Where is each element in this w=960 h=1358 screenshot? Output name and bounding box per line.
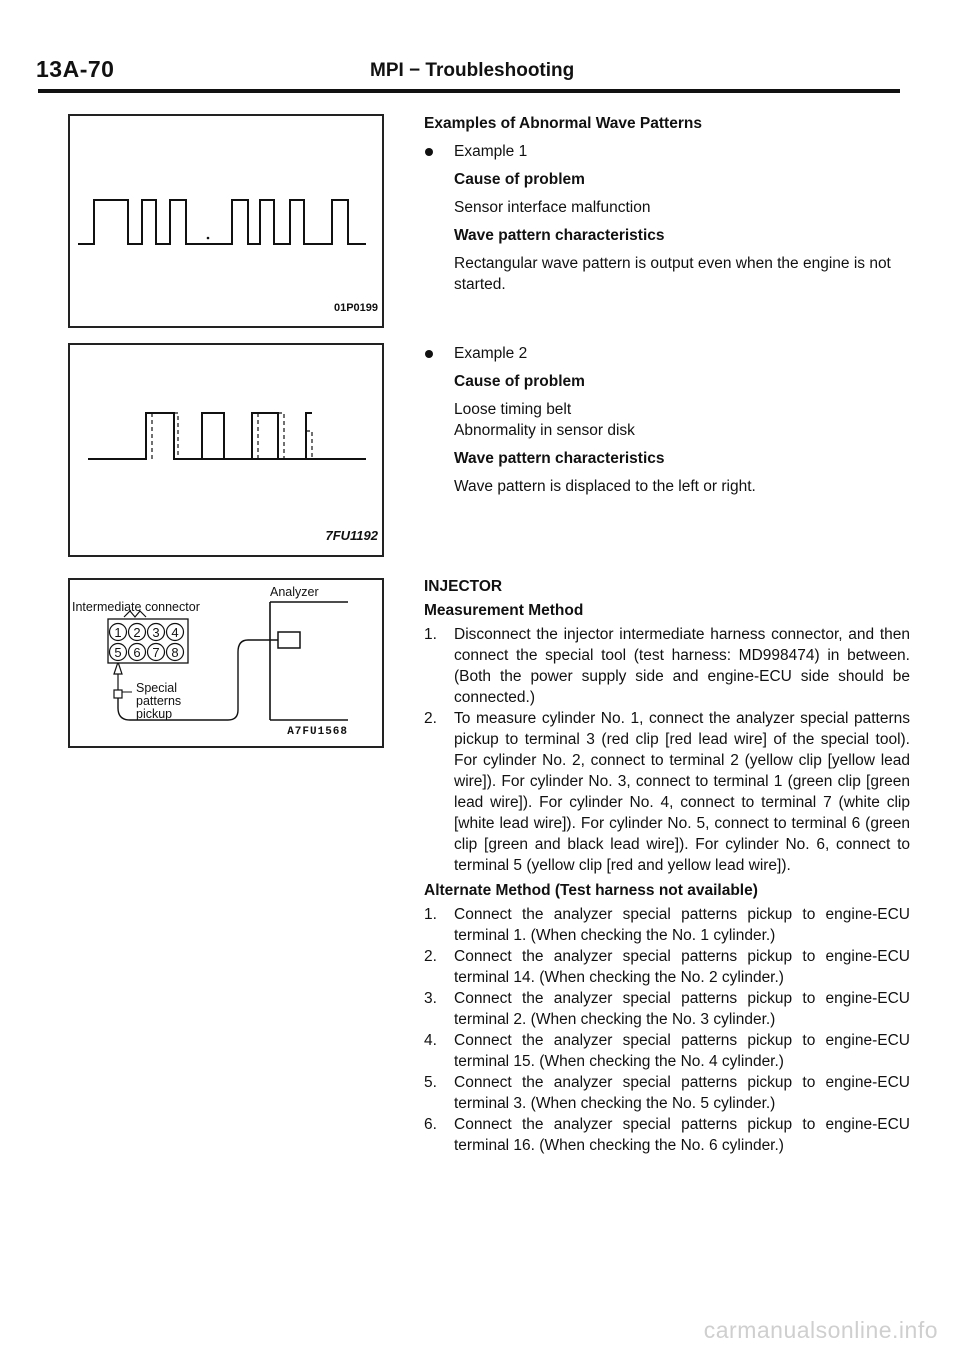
bullet-icon <box>425 350 433 358</box>
wave-heading: Wave pattern characteristics <box>454 450 665 467</box>
connector-pin: 6 <box>133 645 141 660</box>
example-1 <box>424 141 910 162</box>
list-item: 2. To measure cylinder No. 1, connect the analyzer special patterns pickup to terminal 3 (red clip [red lead wire] of the special tool). For cylinder No. 2, connect to terminal 2 (yellow clip [yellow lead wire]). For cylinder No. 3, connect to terminal 1 (green clip [green lead wire]). For cylinder No. 4, connect to terminal 7 (white clip [white lead wire]). For cylinder No. 5, connect to terminal 6 (green clip [green and black lead wire]). For cylinder No. 6, connect to terminal 5 (yellow clip [red and yellow lead wire]). <box>424 710 910 874</box>
displaced-wave-diagram <box>70 345 382 555</box>
alternate-heading: Alternate Method (Test harness not available) <box>424 882 758 899</box>
connector-label: Intermediate connector <box>72 600 200 614</box>
list-item: 2. Connect the analyzer special patterns pickup to engine-ECU terminal 14. (When checking the No. 2 cylinder.) <box>424 948 910 986</box>
figure-analyzer-connection <box>68 578 384 748</box>
cause-heading: Cause of problem <box>454 171 585 188</box>
list-item: 6. Connect the analyzer special patterns pickup to engine-ECU terminal 16. (When checking the No. 6 cylinder.) <box>424 1116 910 1154</box>
cause-text: Sensor interface malfunction <box>454 199 651 216</box>
wave-text: Rectangular wave pattern is output even when the engine is not started. <box>454 255 891 293</box>
section-heading: Examples of Abnormal Wave Patterns <box>424 115 702 132</box>
list-item: 4. Connect the analyzer special patterns pickup to engine-ECU terminal 15. (When checking the No. 4 cylinder.) <box>424 1032 910 1070</box>
list-item: 1. Disconnect the injector intermediate harness connector, and then connect the special tool (test harness: MD998474) in between. (Both the power supply side and engine-ECU side should be connected.) <box>424 626 910 706</box>
connector-pin: 8 <box>171 645 179 660</box>
example-2 <box>424 343 910 364</box>
measurement-heading: Measurement Method <box>424 602 584 619</box>
example-label: Example 2 <box>454 345 528 362</box>
header-rule <box>38 89 900 93</box>
figure-code: 7FU1192 <box>325 528 378 543</box>
page-title: MPI − Troubleshooting <box>370 60 575 81</box>
cause-text: Abnormality in sensor disk <box>454 422 635 439</box>
connector-pin: 3 <box>152 625 160 640</box>
connector-pin: 4 <box>171 625 179 640</box>
list-item: 5. Connect the analyzer special patterns pickup to engine-ECU terminal 3. (When checking the No. 5 cylinder.) <box>424 1074 910 1112</box>
measurement-steps <box>424 624 910 876</box>
connector-pin: 1 <box>114 625 122 640</box>
figure-rectangular-wave <box>68 114 384 328</box>
wave-text: Wave pattern is displaced to the left or right. <box>454 478 756 495</box>
pickup-label-line: Special <box>136 681 177 695</box>
figure-code: 01P0199 <box>333 302 378 314</box>
figure-displaced-wave <box>68 343 384 557</box>
analyzer-connection-diagram <box>70 580 382 746</box>
pickup-label-line: patterns <box>136 694 182 708</box>
example-2-section <box>424 343 910 497</box>
abnormal-wave-patterns <box>424 113 910 295</box>
wave-heading: Wave pattern characteristics <box>454 227 665 244</box>
page-number: 13A-70 <box>36 56 115 82</box>
connector-pin: 5 <box>114 645 122 660</box>
example-label: Example 1 <box>454 143 528 160</box>
analyzer-label: Analyzer <box>270 585 319 599</box>
alternate-steps <box>424 904 910 1156</box>
injector-section <box>424 576 910 1156</box>
connector-pin: 2 <box>133 625 141 640</box>
connector-pin: 7 <box>152 645 160 660</box>
pickup-label-line: pickup <box>136 707 173 721</box>
watermark: carmanualsonline.info <box>703 1317 938 1343</box>
injector-heading: INJECTOR <box>424 578 503 595</box>
list-item: 1. Connect the analyzer special patterns pickup to engine-ECU terminal 1. (When checking the No. 1 cylinder.) <box>424 906 910 944</box>
cause-text: Loose timing belt <box>454 401 572 418</box>
cause-heading: Cause of problem <box>454 373 585 390</box>
rectangular-wave-diagram <box>70 116 382 326</box>
bullet-icon <box>425 148 433 156</box>
figure-code: A7FU1568 <box>287 726 348 738</box>
list-item: 3. Connect the analyzer special patterns pickup to engine-ECU terminal 2. (When checking the No. 3 cylinder.) <box>424 990 910 1028</box>
